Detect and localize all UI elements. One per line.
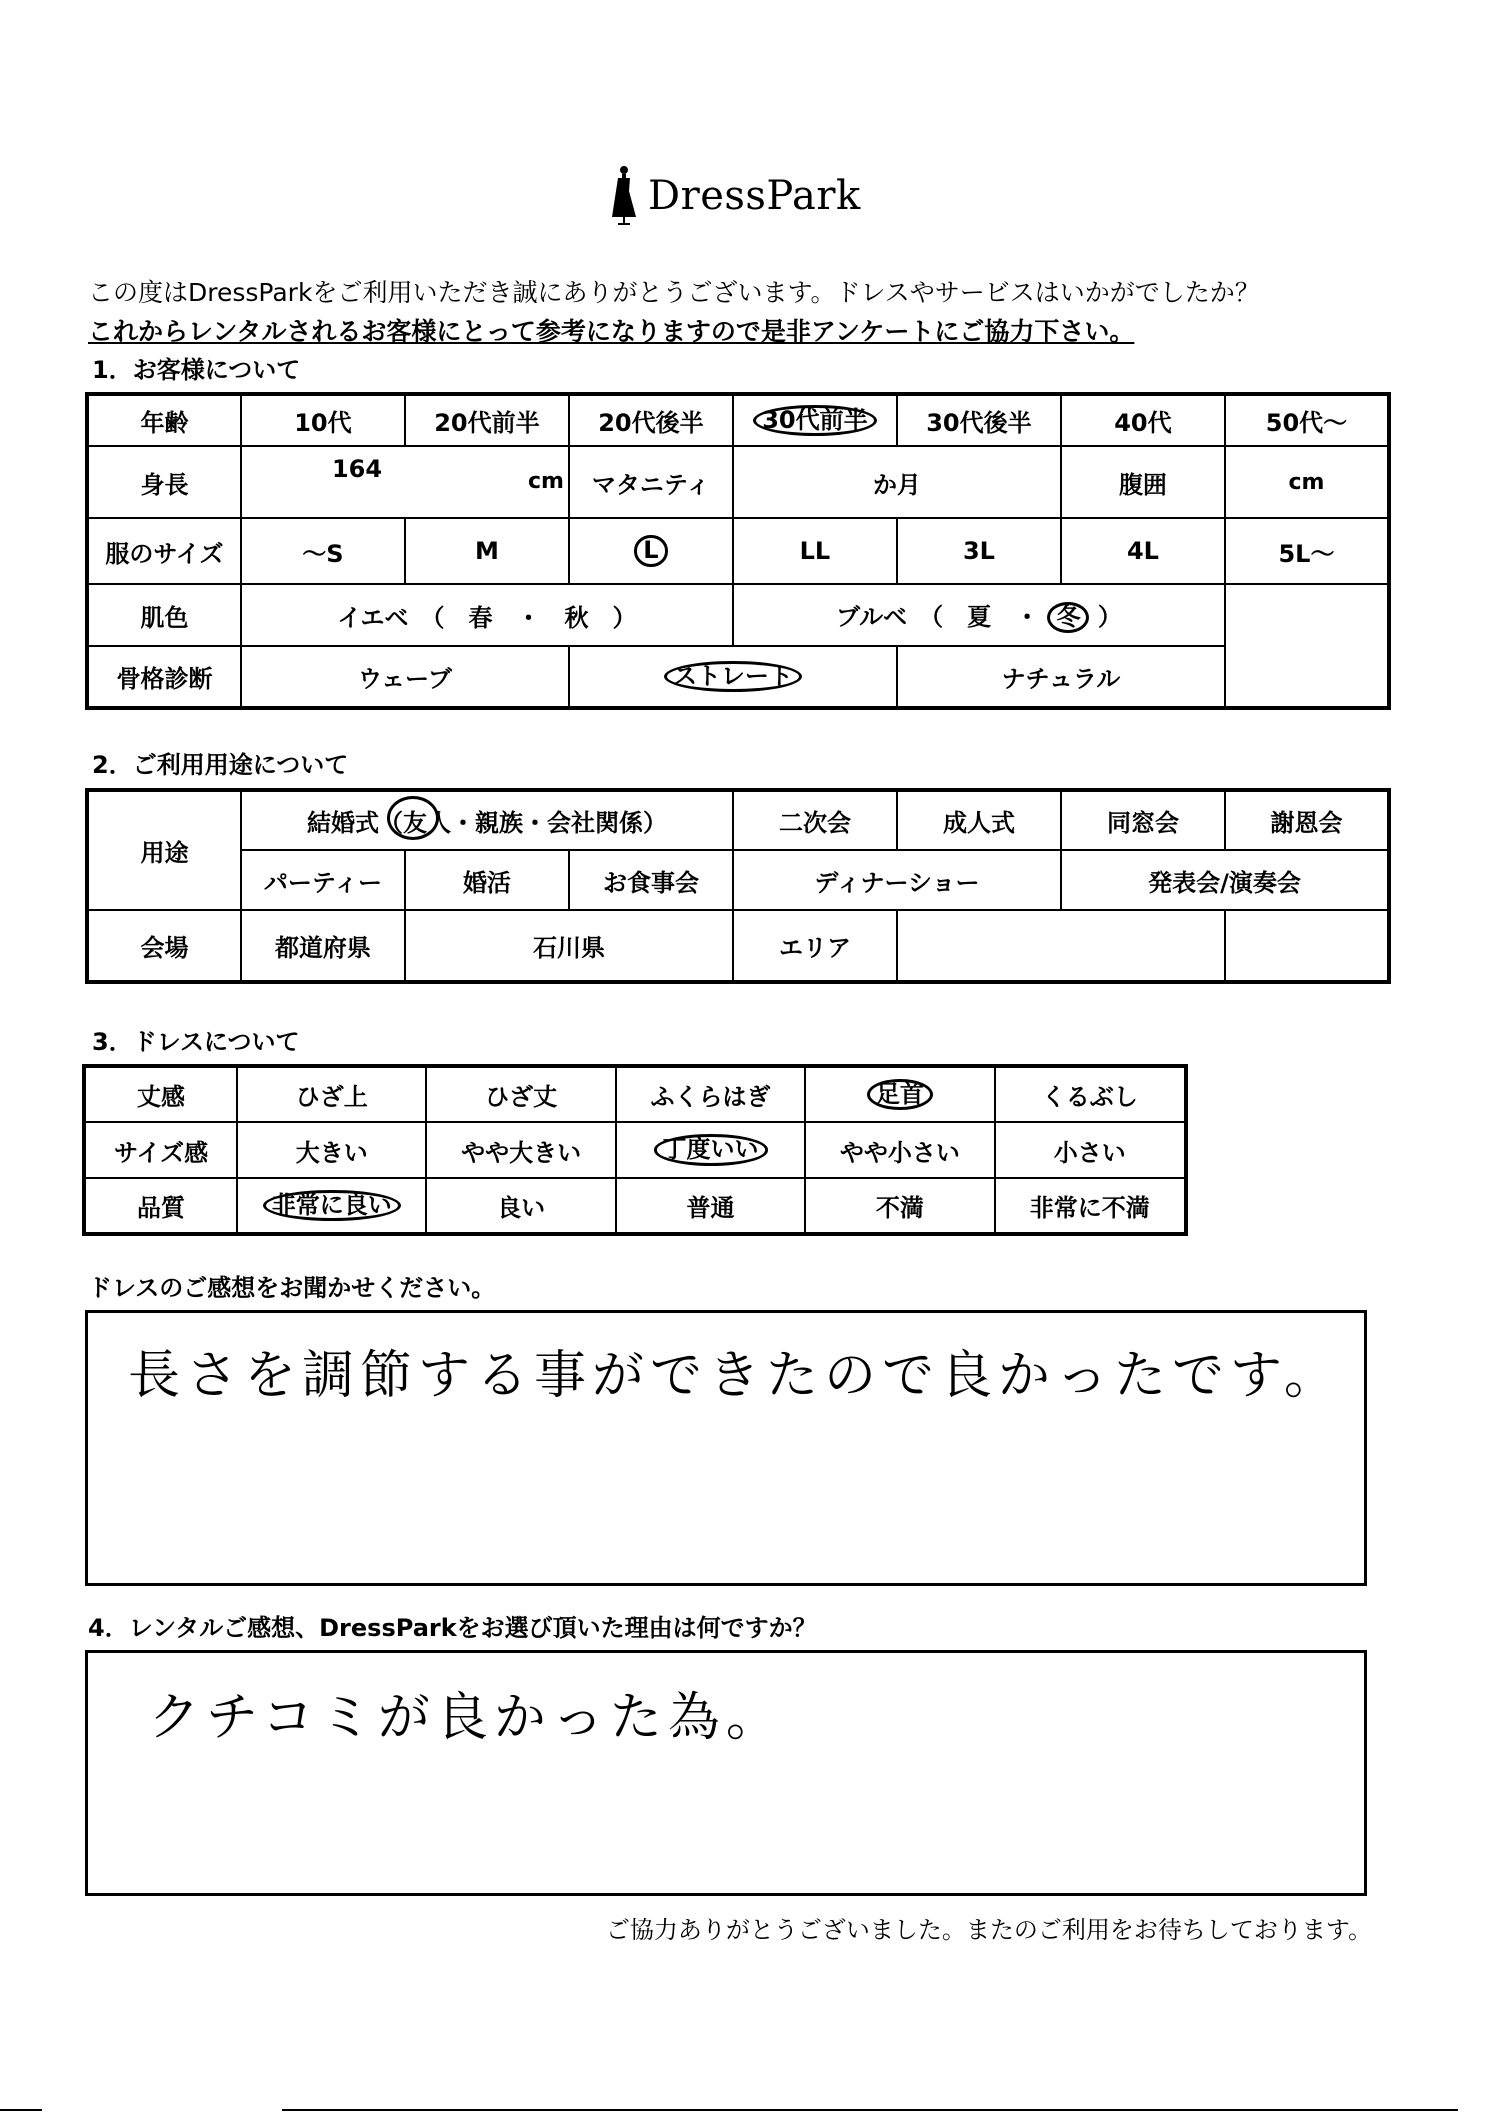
size-l[interactable] xyxy=(569,518,733,584)
size-3l[interactable]: 3L xyxy=(897,518,1061,584)
impression-answer: 長さを調節する事ができたので良かったです。 xyxy=(128,1346,1342,1406)
size-5l[interactable]: 5L～ xyxy=(1225,518,1389,584)
section1-title: 1．お客様について xyxy=(92,356,301,384)
size-m[interactable]: M xyxy=(405,518,569,584)
intro-request: これからレンタルされるお客様にとって参考になりますので是非アンケートにご協力下さい。 xyxy=(88,317,1135,346)
area-value[interactable] xyxy=(897,910,1225,982)
skin-empty xyxy=(1225,584,1389,646)
quality-very-poor[interactable]: 非常に不満 xyxy=(995,1178,1186,1234)
quality-row xyxy=(84,1178,1186,1234)
frame-selected: ストレート xyxy=(664,661,802,692)
age-10s[interactable]: 10代 xyxy=(241,394,405,446)
usage-row1 xyxy=(87,790,1389,850)
waist-unit: cm xyxy=(1288,469,1325,495)
fit-slightly-small[interactable]: やや小さい xyxy=(805,1122,994,1178)
age-30s-late[interactable]: 30代後半 xyxy=(897,394,1061,446)
size-ll[interactable]: LL xyxy=(733,518,897,584)
bottom-rule-left xyxy=(0,2109,42,2111)
wedding-selected-mark xyxy=(387,796,439,840)
frame-natural[interactable]: ナチュラル xyxy=(897,646,1225,708)
dress-icon xyxy=(610,165,638,227)
length-calf[interactable]: ふくらはぎ xyxy=(616,1066,805,1122)
footer-thanks: ご協力ありがとうございました。またのご利用をお待ちしております。 xyxy=(605,1916,1372,1944)
frame-empty xyxy=(1225,646,1389,708)
skin-selected: 冬 xyxy=(1047,602,1089,633)
brand-logo xyxy=(610,165,861,227)
purpose-coming-of-age[interactable]: 成人式 xyxy=(897,790,1061,850)
quality-selected: 非常に良い xyxy=(263,1190,401,1221)
age-40s[interactable]: 40代 xyxy=(1061,394,1225,446)
frame-wave[interactable]: ウェーブ xyxy=(241,646,569,708)
section4-title: 4．レンタルご感想、DressParkをお選び頂いた理由は何ですか？ xyxy=(88,1614,817,1642)
intro-thanks: この度はDressParkをご利用いただき誠にありがとうございます。ドレスやサービスはいかがでしたか？ xyxy=(88,278,1260,307)
skin-row xyxy=(87,584,1389,646)
age-20s-early[interactable]: 20代前半 xyxy=(405,394,569,446)
maternity-label: マタニティ xyxy=(569,446,733,518)
quality-poor[interactable]: 不満 xyxy=(805,1178,994,1234)
maternity-field[interactable] xyxy=(733,446,1061,518)
height-field[interactable] xyxy=(241,446,569,518)
impression-box[interactable] xyxy=(85,1310,1367,1586)
skin-label: 肌色 xyxy=(87,584,241,646)
purpose-dinner-show[interactable]: ディナーショー xyxy=(733,850,1061,910)
purpose-recital[interactable]: 発表会/演奏会 xyxy=(1061,850,1389,910)
purpose-reunion[interactable]: 同窓会 xyxy=(1061,790,1225,850)
usage-row2 xyxy=(87,850,1389,910)
maternity-unit: か月 xyxy=(872,470,921,499)
reason-box[interactable] xyxy=(85,1650,1367,1896)
size-s[interactable]: ～S xyxy=(241,518,405,584)
length-knee[interactable]: ひざ丈 xyxy=(426,1066,615,1122)
customer-table xyxy=(85,392,1391,710)
purpose-party[interactable]: パーティー xyxy=(241,850,405,910)
fit-label: サイズ感 xyxy=(84,1122,237,1178)
brand-name: DressPark xyxy=(648,173,861,219)
age-50s[interactable]: 50代～ xyxy=(1225,394,1389,446)
length-selected: 足首 xyxy=(867,1079,933,1110)
quality-label: 品質 xyxy=(84,1178,237,1234)
quality-very-good[interactable] xyxy=(237,1178,426,1234)
length-ankle[interactable] xyxy=(805,1066,994,1122)
age-label: 年齢 xyxy=(87,394,241,446)
purpose-wedding-text: 結婚式（友人・親族・会社関係） xyxy=(306,809,667,837)
length-above-knee[interactable]: ひざ上 xyxy=(237,1066,426,1122)
impression-prompt: ドレスのご感想をお聞かせください。 xyxy=(88,1274,496,1302)
bottom-rule xyxy=(282,2109,1458,2111)
height-row xyxy=(87,446,1389,518)
fit-just-right[interactable] xyxy=(616,1122,805,1178)
quality-average[interactable]: 普通 xyxy=(616,1178,805,1234)
fit-slightly-large[interactable]: やや大きい xyxy=(426,1122,615,1178)
quality-good[interactable]: 良い xyxy=(426,1178,615,1234)
purpose-label: 用途 xyxy=(87,790,241,910)
fit-large[interactable]: 大きい xyxy=(237,1122,426,1178)
height-unit: cm xyxy=(527,469,564,494)
fit-selected: 丁度いい xyxy=(654,1134,768,1165)
purpose-afterparty[interactable]: 二次会 xyxy=(733,790,897,850)
purpose-dinner[interactable]: お食事会 xyxy=(569,850,733,910)
size-4l[interactable]: 4L xyxy=(1061,518,1225,584)
section3-title: 3．ドレスについて xyxy=(92,1028,300,1056)
height-label: 身長 xyxy=(87,446,241,518)
length-label: 丈感 xyxy=(84,1066,237,1122)
frame-straight[interactable] xyxy=(569,646,897,708)
fit-small[interactable]: 小さい xyxy=(995,1122,1186,1178)
frame-label: 骨格診断 xyxy=(87,646,241,708)
age-30s-early[interactable] xyxy=(733,394,897,446)
venue-empty xyxy=(1225,910,1389,982)
skin-blue-prefix: ブルベ （ 夏 ・ xyxy=(836,602,1040,631)
venue-label: 会場 xyxy=(87,910,241,982)
size-label: 服のサイズ xyxy=(87,518,241,584)
pref-value[interactable]: 石川県 xyxy=(405,910,733,982)
size-row xyxy=(87,518,1389,584)
height-value: 164 xyxy=(331,455,383,483)
waist-label: 腹囲 xyxy=(1061,446,1225,518)
length-anklebone[interactable]: くるぶし xyxy=(995,1066,1186,1122)
usage-table xyxy=(85,788,1391,984)
reason-answer: クチコミが良かった為。 xyxy=(148,1688,784,1748)
age-selected: 30代前半 xyxy=(753,405,876,436)
skin-blue[interactable] xyxy=(733,584,1225,646)
dress-table xyxy=(82,1064,1188,1236)
venue-row xyxy=(87,910,1389,982)
fit-row xyxy=(84,1122,1186,1178)
area-label: エリア xyxy=(733,910,897,982)
size-selected: L xyxy=(634,535,667,566)
skin-yellow[interactable]: イエベ （ 春 ・ 秋 ） xyxy=(241,584,733,646)
length-row xyxy=(84,1066,1186,1122)
purpose-thanks-party[interactable]: 謝恩会 xyxy=(1225,790,1389,850)
age-20s-late[interactable]: 20代後半 xyxy=(569,394,733,446)
frame-row xyxy=(87,646,1389,708)
age-row xyxy=(87,394,1389,446)
section2-title: 2．ご利用用途について xyxy=(92,751,349,779)
purpose-konkatsu[interactable]: 婚活 xyxy=(405,850,569,910)
skin-blue-suffix: ） xyxy=(1097,602,1122,631)
purpose-wedding[interactable] xyxy=(241,790,733,850)
pref-label: 都道府県 xyxy=(241,910,405,982)
waist-field[interactable] xyxy=(1225,446,1389,518)
